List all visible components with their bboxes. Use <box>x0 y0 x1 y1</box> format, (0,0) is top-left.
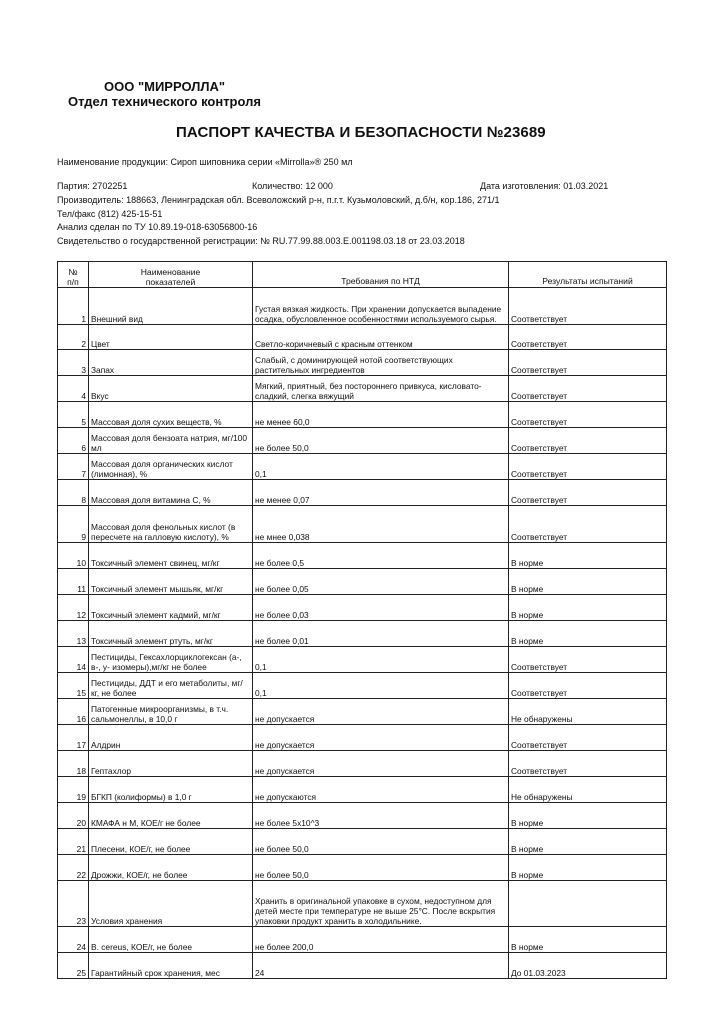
table-row <box>58 569 667 595</box>
table-row <box>58 699 667 725</box>
registration-certificate: Свидетельство о государственной регистрации: № RU.77.99.88.003.Е.001198.03.18 от 23.03.2018 <box>57 236 465 246</box>
row-indicator-name: Массовая доля сухих веществ, % <box>89 402 253 428</box>
row-requirement: не допускаются <box>253 777 509 803</box>
row-number: 2 <box>58 325 89 350</box>
row-indicator-name: Внешний вид <box>89 288 253 325</box>
row-result: Соответствует <box>509 480 667 506</box>
row-number: 14 <box>58 647 89 673</box>
row-number: 9 <box>58 506 89 543</box>
row-number: 4 <box>58 376 89 402</box>
row-number: 18 <box>58 751 89 777</box>
row-number: 6 <box>58 428 89 454</box>
quantity: Количество: 12 000 <box>252 181 333 191</box>
row-requirement: не более 200,0 <box>253 927 509 953</box>
row-result: В норме <box>509 803 667 829</box>
row-requirement: Слабый, с доминирующей нотой соответствующих растительных ингредиентов <box>253 350 509 376</box>
manufacturer-address: Производитель: 188663, Ленинградская обл. Всеволожский р-н, п.г.т. Кузьмоловский, д.б/н, кор.186, 271/1 <box>57 195 500 205</box>
row-indicator-name: Гарантийный срок хранения, мес <box>89 953 253 979</box>
row-result: Не обнаружены <box>509 777 667 803</box>
row-result: Соответствует <box>509 506 667 543</box>
manufacture-date: Дата изготовления: 01.03.2021 <box>480 181 609 191</box>
table-row <box>58 647 667 673</box>
row-number: 20 <box>58 803 89 829</box>
row-indicator-name: Токсичный элемент ртуть, мг/кг <box>89 621 253 647</box>
row-indicator-name: Дрожжи, КОЕ/г, не более <box>89 855 253 881</box>
row-requirement: не более 50,0 <box>253 855 509 881</box>
row-number: 1 <box>58 288 89 325</box>
row-requirement: 0,1 <box>253 647 509 673</box>
table-row <box>58 881 667 927</box>
row-requirement: не более 0,01 <box>253 621 509 647</box>
row-requirement: Светло-коричневый с красным оттенком <box>253 325 509 350</box>
row-result: В норме <box>509 569 667 595</box>
header-num: № п/п <box>58 262 89 288</box>
row-indicator-name: Вкус <box>89 376 253 402</box>
table-row <box>58 506 667 543</box>
row-indicator-name: Токсичный элемент мышьяк, мг/кг <box>89 569 253 595</box>
header-results: Результаты испытаний <box>509 262 667 288</box>
row-requirement: не допускается <box>253 725 509 751</box>
row-indicator-name: Пестициды, Гексахлорциклогексан (а-, в-, у- изомеры),мг/кг не более <box>89 647 253 673</box>
row-result: Соответствует <box>509 325 667 350</box>
table-row <box>58 402 667 428</box>
table-body <box>58 288 667 979</box>
row-number: 8 <box>58 480 89 506</box>
header-name: Наименование показателей <box>89 262 253 288</box>
table-row <box>58 803 667 829</box>
row-result: В норме <box>509 543 667 569</box>
row-requirement: не более 50,0 <box>253 428 509 454</box>
table-row <box>58 543 667 569</box>
table-row <box>58 777 667 803</box>
row-result: Соответствует <box>509 454 667 480</box>
row-number: 21 <box>58 829 89 855</box>
row-indicator-name: Цвет <box>89 325 253 350</box>
row-indicator-name: Запах <box>89 350 253 376</box>
row-requirement: 0,1 <box>253 454 509 480</box>
row-number: 12 <box>58 595 89 621</box>
row-result: В норме <box>509 621 667 647</box>
row-indicator-name: БГКП (колиформы) в 1,0 г <box>89 777 253 803</box>
row-indicator-name: Алдрин <box>89 725 253 751</box>
row-result: Соответствует <box>509 751 667 777</box>
row-indicator-name: Массовая доля органических кислот (лимонная), % <box>89 454 253 480</box>
row-number: 19 <box>58 777 89 803</box>
row-indicator-name: Пестициды, ДДТ и его метаболиты, мг/кг, не более <box>89 673 253 699</box>
row-number: 3 <box>58 350 89 376</box>
row-requirement: Густая вязкая жидкость. При хранении допускается выпадение осадка, обусловленное особенностями используемого сырья. <box>253 288 509 325</box>
row-requirement: не мнее 0,038 <box>253 506 509 543</box>
table-row <box>58 428 667 454</box>
table-row <box>58 855 667 881</box>
table-row <box>58 595 667 621</box>
document-title: ПАСПОРТ КАЧЕСТВА И БЕЗОПАСНОСТИ №23689 <box>176 124 546 141</box>
row-result: Соответствует <box>509 647 667 673</box>
table-row <box>58 725 667 751</box>
phone-fax: Тел/факс (812) 425-15-51 <box>57 209 163 219</box>
table-row <box>58 350 667 376</box>
table-row <box>58 480 667 506</box>
table-row <box>58 927 667 953</box>
row-indicator-name: Гептахлор <box>89 751 253 777</box>
row-number: 13 <box>58 621 89 647</box>
row-requirement: Мягкий, приятный, без постороннего привкуса, кисловато-сладкий, слегка вяжущий <box>253 376 509 402</box>
row-number: 22 <box>58 855 89 881</box>
row-result: Соответствует <box>509 725 667 751</box>
row-result: В норме <box>509 595 667 621</box>
row-indicator-name: Массовая доля бензоата натрия, мг/100 мл <box>89 428 253 454</box>
batch-number: Партия: 2702251 <box>57 181 128 191</box>
row-result: Соответствует <box>509 402 667 428</box>
table-row <box>58 673 667 699</box>
row-number: 11 <box>58 569 89 595</box>
row-result: Соответствует <box>509 673 667 699</box>
row-indicator-name: Массовая доля фенольных кислот (в пересчете на галловую кислоту), % <box>89 506 253 543</box>
row-number: 15 <box>58 673 89 699</box>
row-indicator-name: Плесени, КОЕ/г, не более <box>89 829 253 855</box>
row-number: 23 <box>58 881 89 927</box>
table-row <box>58 376 667 402</box>
analysis-standard: Анализ сделан по ТУ 10.89.19-018-63056800-16 <box>57 222 258 232</box>
company-name: ООО "МИРРОЛЛА" <box>104 79 226 94</box>
row-indicator-name: Патогенные микроорганизмы, в т.ч. сальмонеллы, в 10,0 г <box>89 699 253 725</box>
row-result: Соответствует <box>509 376 667 402</box>
row-result: Соответствует <box>509 428 667 454</box>
quality-table <box>57 261 667 979</box>
row-number: 16 <box>58 699 89 725</box>
row-requirement: 24 <box>253 953 509 979</box>
row-requirement: не более 5х10^3 <box>253 803 509 829</box>
table-row <box>58 829 667 855</box>
row-indicator-name: КМАФА н М, КОЕ/г не более <box>89 803 253 829</box>
row-requirement: не допускается <box>253 751 509 777</box>
table-row <box>58 953 667 979</box>
row-requirement: не более 0,05 <box>253 569 509 595</box>
table-row <box>58 288 667 325</box>
row-requirement: не более 0,03 <box>253 595 509 621</box>
department-name: Отдел технического контроля <box>68 94 261 109</box>
row-requirement: не менее 0,07 <box>253 480 509 506</box>
row-result: В норме <box>509 855 667 881</box>
row-requirement: не менее 60,0 <box>253 402 509 428</box>
row-indicator-name: Массовая доля витамина С, % <box>89 480 253 506</box>
row-requirement: не допускается <box>253 699 509 725</box>
header-requirements: Требования по НТД <box>253 262 509 288</box>
row-requirement: не более 0,5 <box>253 543 509 569</box>
table-row <box>58 325 667 350</box>
row-result: До 01.03.2023 <box>509 953 667 979</box>
row-result: В норме <box>509 829 667 855</box>
row-number: 7 <box>58 454 89 480</box>
table-row <box>58 751 667 777</box>
row-result: Соответствует <box>509 350 667 376</box>
row-number: 5 <box>58 402 89 428</box>
row-indicator-name: Условия хранения <box>89 881 253 927</box>
row-indicator-name: Токсичный элемент свинец, мг/кг <box>89 543 253 569</box>
row-requirement: 0,1 <box>253 673 509 699</box>
table-row <box>58 454 667 480</box>
row-result: Соответствует <box>509 288 667 325</box>
row-number: 10 <box>58 543 89 569</box>
row-indicator-name: Токсичный элемент кадмий, мг/кг <box>89 595 253 621</box>
row-result: Не обнаружены <box>509 699 667 725</box>
product-name: Наименование продукции: Сироп шиповника серии «Mirrolla»® 250 мл <box>57 157 353 167</box>
row-result <box>509 881 667 927</box>
row-indicator-name: В. cereus, КОЕ/г, не более <box>89 927 253 953</box>
row-number: 24 <box>58 927 89 953</box>
row-number: 17 <box>58 725 89 751</box>
row-number: 25 <box>58 953 89 979</box>
row-result: В норме <box>509 927 667 953</box>
table-row <box>58 621 667 647</box>
row-requirement: не более 50,0 <box>253 829 509 855</box>
row-requirement: Хранить в оригинальной упаковке в сухом, недоступном для детей месте при температуре не выше 25°С. После вскрытия упаковки продукт хранить в холодильнике. <box>253 881 509 927</box>
